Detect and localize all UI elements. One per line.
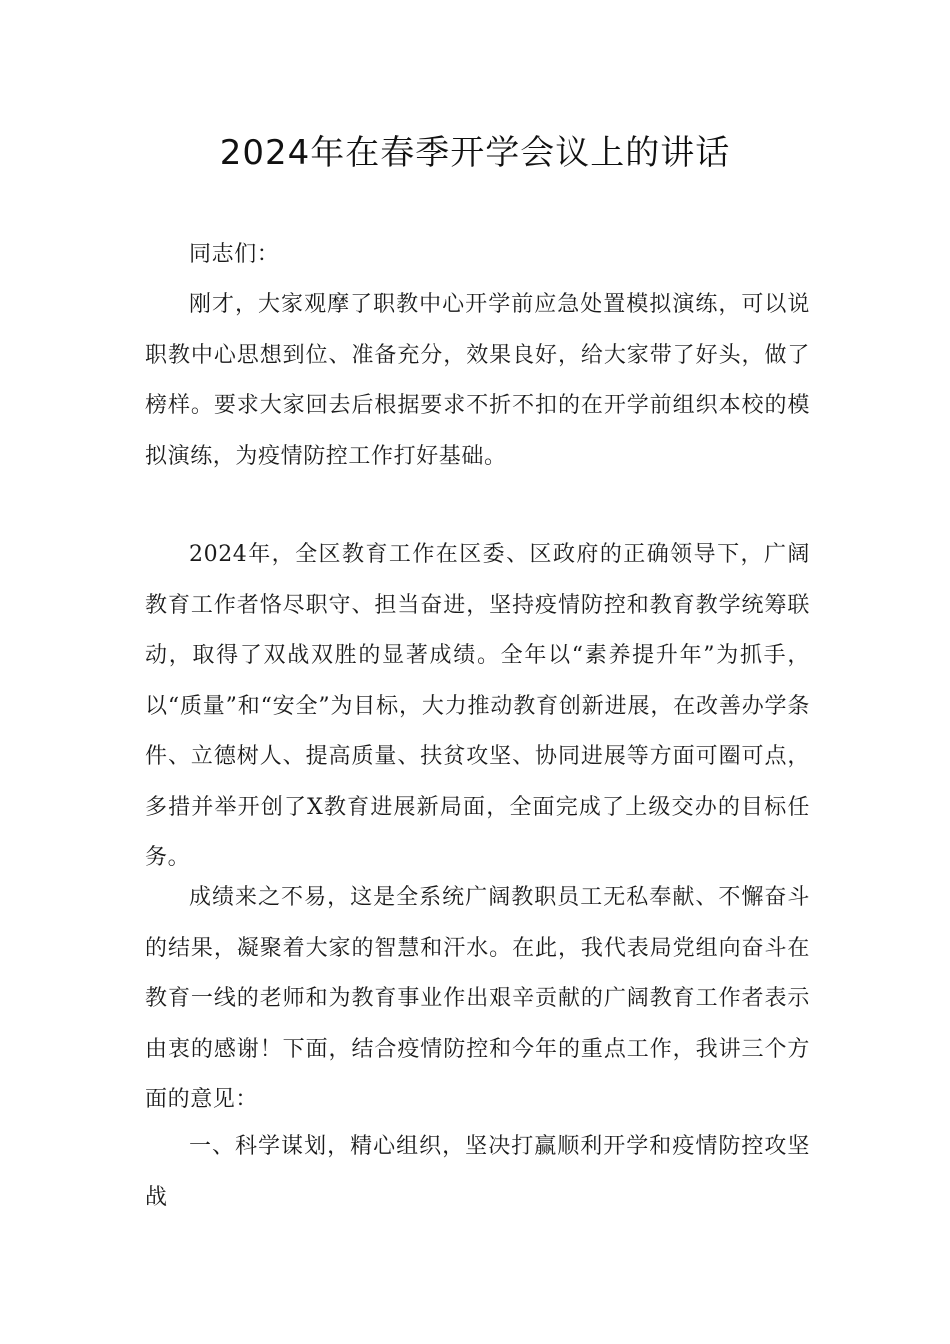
paragraph: 成绩来之不易，这是全系统广阔教职员工无私奉献、不懈奋斗的结果，凝聚着大家的智慧和汗水。在此，我代表局党组向奋斗在教育一线的老师和为教育事业作出艰辛贡献的广阔教育工作者表示由衷的感谢！下面，结合疫情防控和今年的重点工作，我讲三个方面的意见：: [145, 885, 810, 1112]
paragraph: 刚才，大家观摩了职教中心开学前应急处置模拟演练，可以说职教中心思想到位、准备充分，效果良好，给大家带了好头，做了榜样。要求大家回去后根据要求不折不扣的在开学前组织本校的模拟演练，为疫情防控工作打好基础。: [145, 292, 810, 469]
greeting: 同志们：: [189, 242, 280, 267]
paragraph: 2024年，全区教育工作在区委、区政府的正确领导下，广阔教育工作者恪尽职守、担当奋进，坚持疫情防控和教育教学统筹联动，取得了双战双胜的显著成绩。全年以“素养提升年”为抓手，以“质量”和“安全”为目标，大力推动教育创新进展，在改善办学条件、立德树人、提高质量、扶贫攻坚、协同进展等方面可圈可点，多措并举开创了X教育进展新局面，全面完成了上级交办的目标任务。: [145, 542, 810, 870]
document-title: 2024年在春季开学会议上的讲话: [219, 133, 731, 173]
section-heading: 一、科学谋划，精心组织，坚决打赢顺利开学和疫情防控攻坚战: [145, 1134, 810, 1210]
